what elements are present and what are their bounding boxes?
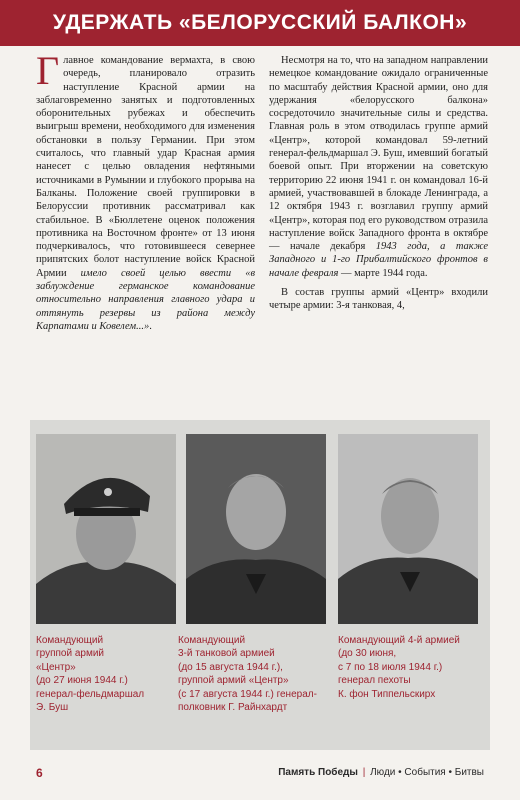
paragraph-end: . — [149, 320, 152, 332]
paragraph-end: — марте 1944 года. — [338, 267, 428, 279]
paragraph-text: лавное командование вермахта, в свою очередь, планировало отразить наступление Красной армии на заблаговременно занятых и подготовленных оборонительных рубежах и обеспечить выигрыш времени, необходимого для изменения обстановки в пользу Германии. При этом считалось, что главный удар Красная армия нанесет с целью овладения нефтяными источниками в Румынии и глубокого прорыва на Балканы. Положение своей группировки в Белоруссии противник рассматривал как стабильное. В «Бюллетене оценок положения противника на Восточном фронте» от 13 июня подчеркивалось, что готовившееся севернее припятских болот наступление войск Красной Армии — [36, 55, 255, 279]
paragraph-italic: 1943 года, а также Западного и 1-го Прибалтийского фронтов в начале февраля — [269, 241, 488, 279]
paragraph — [269, 54, 488, 280]
caption-line: группой армий — [36, 648, 105, 660]
caption-line: «Центр» — [36, 661, 76, 673]
paragraph: В состав группы армий «Центр» входили четыре армии: 3-я танковая, 4, — [269, 287, 488, 312]
article-body — [36, 48, 488, 392]
paragraph-text: Несмотря на то, что на западном направлении немецкое командование ожидало ограниченные по масштабу действия Красной армии, оно для удержания «белорусского балкона» сосредоточило значительные силы и средства. Главная роль в этом отводилась группе армий «Центр», которой командовал 59-летний генерал-фельдмаршал Э. Буш, имевший богатый боевой опыт. При вторжении на советскую территорию 22 июня 1941 г. он командовал 16-й армией, участвовавшей в блокаде Ленинграда, а 12 октября 1943 г. возглавил группу армий «Центр», которая под его руководством отразила наступление войск Западного фронта в октябре — начале декабря — [269, 55, 488, 253]
portrait-photo — [186, 434, 326, 624]
portrait-reinhardt-image — [186, 434, 326, 624]
caption-line: Командующий — [178, 635, 246, 646]
page-footer — [0, 760, 520, 790]
photo-caption-busch — [36, 634, 184, 714]
magazine-rubric: Люди • События • Битвы — [370, 767, 484, 778]
caption-line: (до 30 июня, — [338, 648, 397, 660]
caption-line: с 7 по 18 июля 1944 г.) — [338, 661, 443, 673]
caption-line: группой армий «Центр» — [178, 675, 289, 687]
portrait-photo — [338, 434, 478, 624]
caption-line: полковник Г. Райнхардт — [178, 702, 288, 714]
photo-caption-tippelskirch — [338, 634, 486, 701]
photo-gallery — [30, 420, 490, 750]
page-header — [0, 0, 520, 46]
caption-line: Э. Буш — [36, 702, 69, 714]
column-right — [269, 54, 488, 392]
caption-line: генерал пехоты — [338, 675, 411, 687]
portrait-tippelskirch-image — [338, 434, 478, 624]
magazine-branding — [278, 767, 484, 778]
caption-line: генерал-фельдмаршал — [36, 688, 145, 700]
column-left — [36, 48, 256, 392]
caption-line: Командующий — [36, 635, 104, 646]
article-title: УДЕРЖАТЬ «БЕЛОРУССКИЙ БАЛКОН» — [52, 11, 468, 34]
paragraph-quote: имело своей целью ввести «в заблуждение германское командование относительно направления главного удара и оттянуть резервы из района между Карпатами и Ковелем...» — [36, 267, 256, 332]
caption-line: (до 15 августа 1944 г.), — [178, 661, 283, 673]
separator: | — [362, 767, 366, 778]
page-number: 6 — [36, 766, 43, 780]
caption-line: (до 27 июня 1944 г.) — [36, 675, 128, 687]
drop-cap: Г — [36, 48, 60, 93]
caption-line: 3-й танковой армией — [178, 648, 275, 660]
portrait-busch-image — [36, 434, 176, 624]
paragraph — [36, 48, 256, 333]
caption-line: (с 17 августа 1944 г.) генерал- — [178, 688, 317, 700]
portrait-photo — [36, 434, 176, 624]
caption-line: Командующий 4-й армией — [338, 635, 460, 646]
photo-caption-reinhardt — [178, 634, 326, 714]
magazine-name: Память Победы — [278, 767, 358, 778]
caption-line: К. фон Типпельскирх — [338, 688, 436, 700]
